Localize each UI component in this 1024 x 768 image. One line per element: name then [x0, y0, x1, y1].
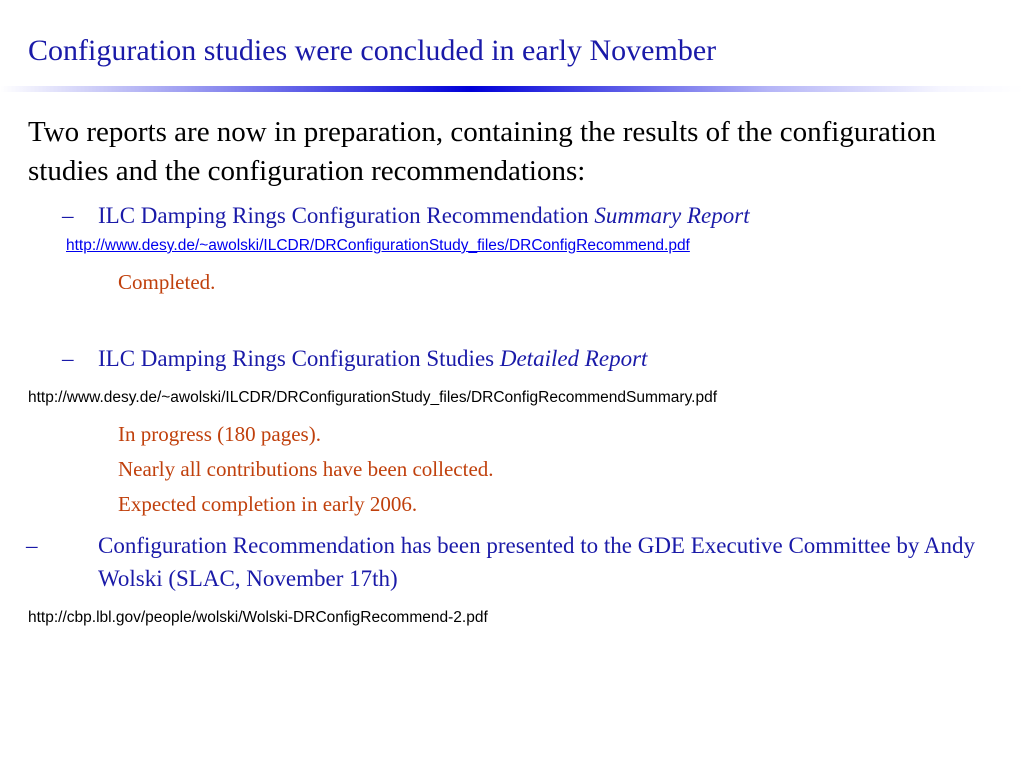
intro-paragraph: Two reports are now in preparation, containing the results of the configuration studies and the configuration recommendations: [28, 116, 936, 187]
status-in-progress: In progress (180 pages). [118, 422, 321, 446]
report-item-summary [62, 199, 750, 232]
report-item-presentation [26, 529, 978, 595]
status-contributions: Nearly all contributions have been collected. [118, 457, 494, 481]
dash-bullet: – [62, 346, 74, 371]
summary-report-link[interactable]: http://www.desy.de/~awolski/ILCDR/DRConfigurationStudy_files/DRConfigRecommend.pdf [66, 237, 690, 254]
report-item-text: ILC Damping Rings Configuration Recommendation [98, 203, 595, 228]
status-expected-completion: Expected completion in early 2006. [118, 492, 418, 516]
report-item-emphasis: Summary Report [594, 203, 750, 228]
status-completed: Completed. [118, 270, 216, 294]
report-item-emphasis: Detailed Report [499, 346, 648, 371]
title-divider [0, 86, 1024, 92]
report-item-text: ILC Damping Rings Configuration Studies [98, 346, 500, 371]
report-item-detailed [62, 342, 647, 375]
dash-bullet: – [62, 203, 74, 228]
report-item-text: Configuration Recommendation has been presented to the GDE Executive Committee by Andy Wolski (SLAC, November 17th) [98, 533, 975, 591]
presentation-url: http://cbp.lbl.gov/people/wolski/Wolski-DRConfigRecommend-2.pdf [28, 609, 488, 626]
slide-title: Configuration studies were concluded in early November [28, 34, 717, 67]
detailed-report-url: http://www.desy.de/~awolski/ILCDR/DRConfigurationStudy_files/DRConfigRecommendSummary.pdf [28, 389, 718, 406]
dash-bullet: – [26, 533, 38, 558]
